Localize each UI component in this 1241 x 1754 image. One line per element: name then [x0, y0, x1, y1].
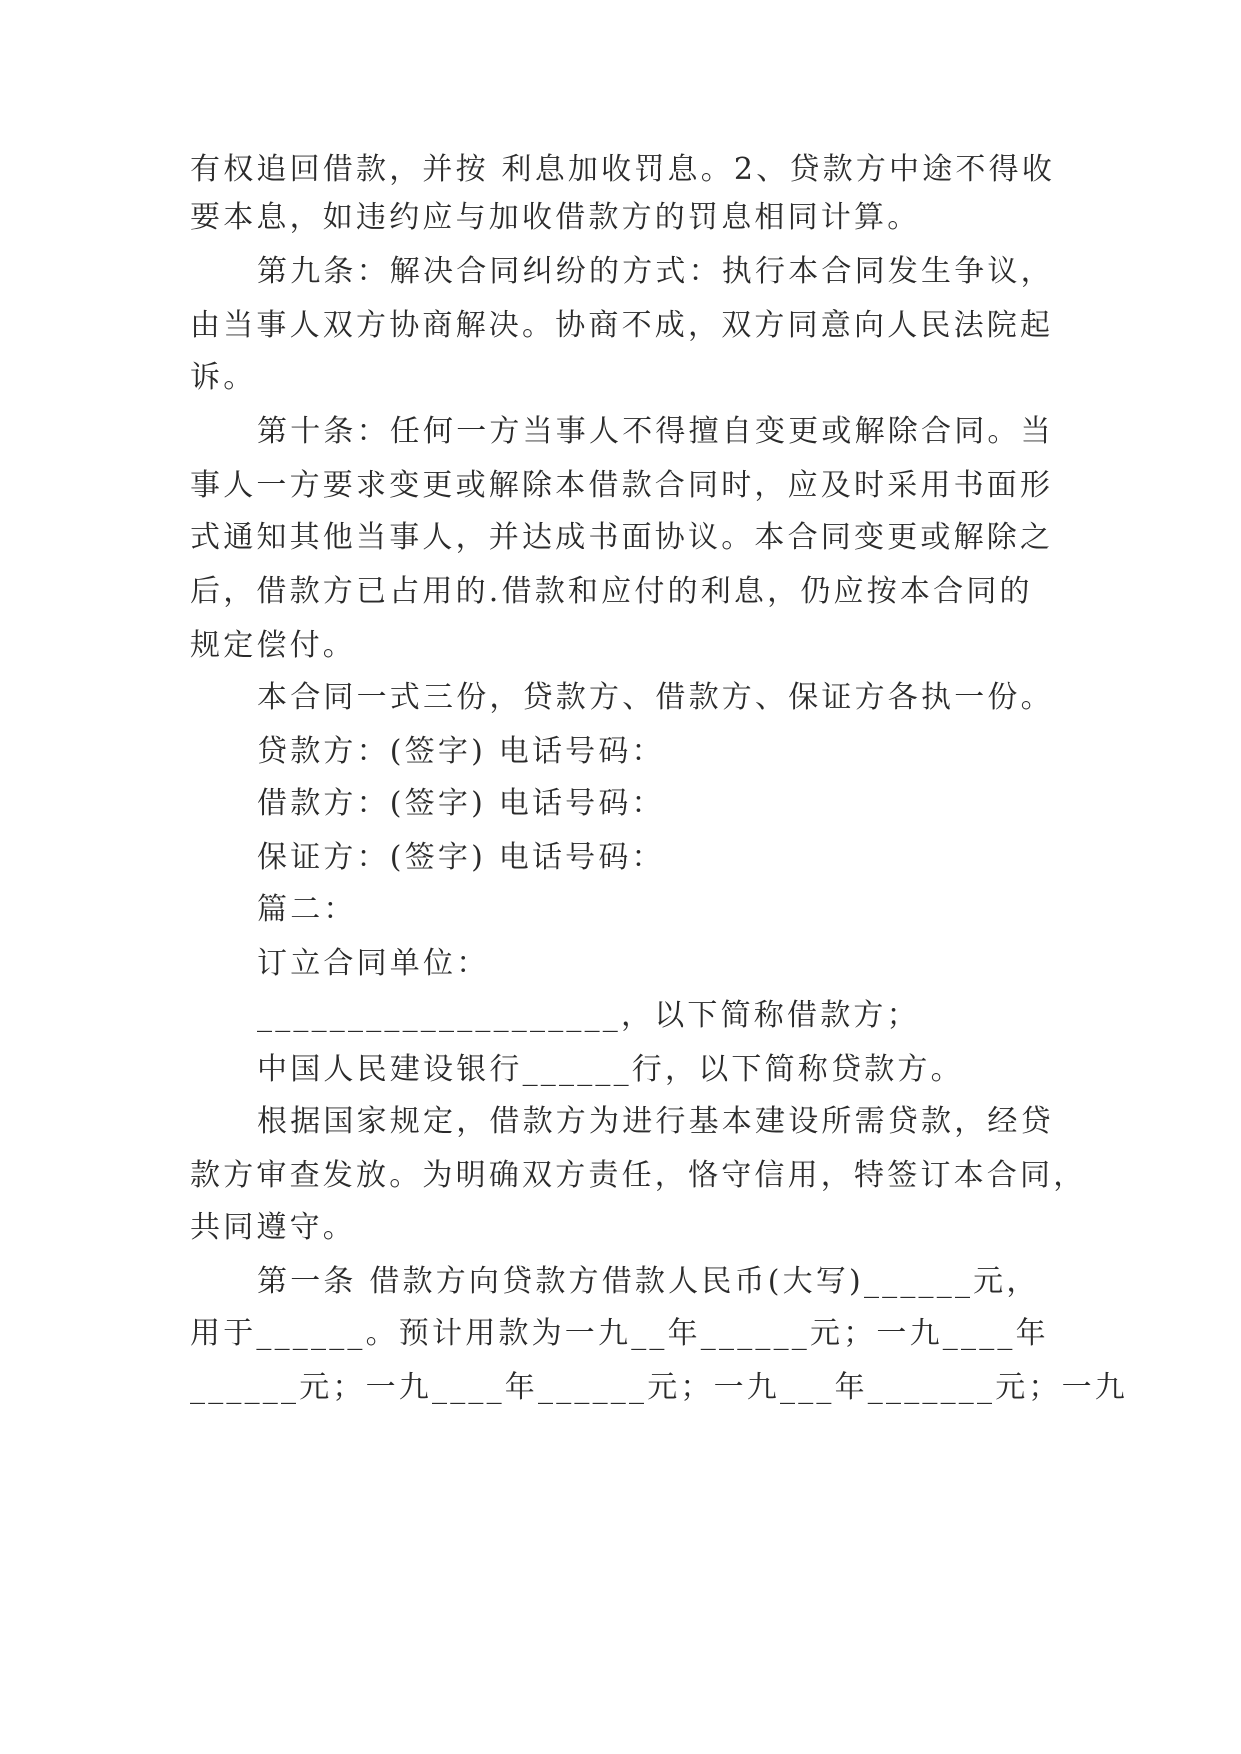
text-line: 由当事人双方协商解决。协商不成，双方同意向人民法院起	[190, 308, 1054, 343]
text-line: 款方审查发放。为明确双方责任，恪守信用，特签订本合同，	[190, 1158, 1087, 1193]
text-line: 要本息，如违约应与加收借款方的罚息相同计算。	[190, 200, 921, 235]
text-line: 用于______。预计用款为一九__年______元；一九____年	[190, 1316, 1049, 1351]
section-heading: 篇二：	[257, 892, 357, 927]
text-line: 中国人民建设银行______行，以下简称贷款方。	[257, 1052, 964, 1087]
text-line: 式通知其他当事人，并达成书面协议。本合同变更或解除之	[190, 520, 1054, 555]
text-line: 第一条 借款方向贷款方借款人民币(大写)______元，	[257, 1264, 1040, 1299]
text-line: 根据国家规定，借款方为进行基本建设所需贷款，经贷	[257, 1104, 1054, 1139]
text-line: 有权追回借款，并按 利息加收罚息。2、贷款方中途不得收	[190, 152, 1056, 187]
text-line: 第九条：解决合同纠纷的方式：执行本合同发生争议，	[257, 254, 1054, 289]
text-line: 规定偿付。	[190, 628, 356, 663]
text-line: 第十条：任何一方当事人不得擅自变更或解除合同。当	[257, 414, 1054, 449]
text-line: 共同遵守。	[190, 1210, 356, 1245]
signature-line-guarantor: 保证方：(签字) 电话号码：	[257, 840, 665, 875]
text-line: 订立合同单位：	[257, 946, 490, 981]
text-line: ____________________，以下简称借款方；	[257, 998, 920, 1033]
text-line: 诉。	[190, 360, 257, 395]
signature-line-borrower: 借款方：(签字) 电话号码：	[257, 786, 665, 821]
text-line: 事人一方要求变更或解除本借款合同时，应及时采用书面形	[190, 468, 1054, 503]
text-line: 后，借款方已占用的.借款和应付的利息，仍应按本合同的	[190, 574, 1033, 609]
signature-line-lender: 贷款方：(签字) 电话号码：	[257, 734, 665, 769]
text-line: ______元；一九____年______元；一九___年_______元；一九	[190, 1370, 1128, 1405]
text-line: 本合同一式三份，贷款方、借款方、保证方各执一份。	[257, 680, 1054, 715]
